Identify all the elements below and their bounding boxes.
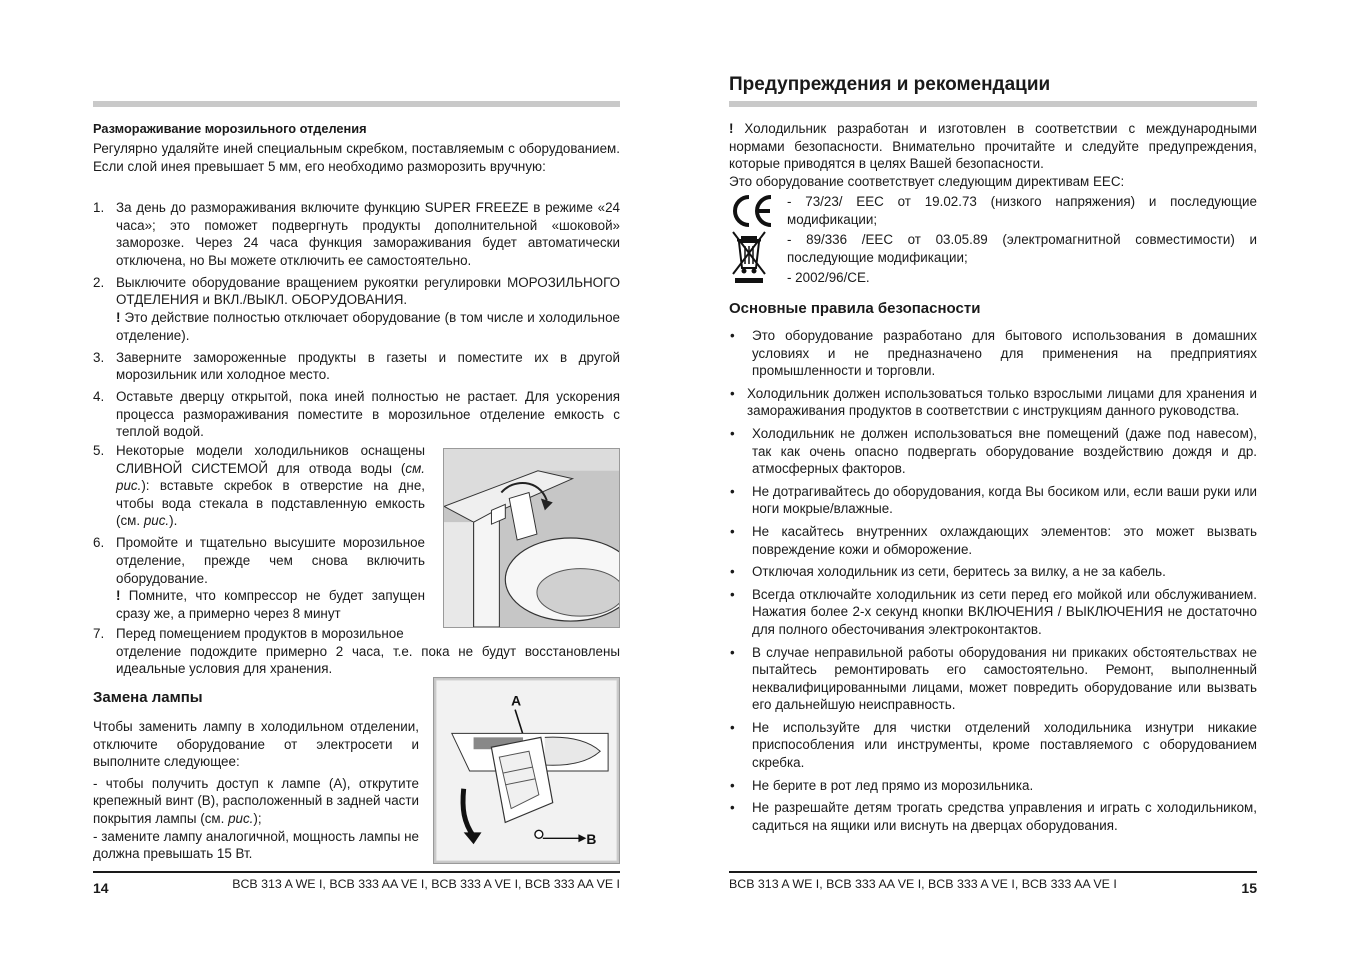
bullet: • <box>730 800 735 816</box>
bullet: • <box>730 523 735 539</box>
step-note: Это действие полностью отключает оборудование (в том числе и холодильное отделение). <box>116 309 620 343</box>
step-number: 7. <box>93 626 105 641</box>
safety-rule-text: Отключая холодильник из сети, беритесь за вилку, а не за кабель. <box>752 564 1166 580</box>
safety-rule-text: Это оборудование разработано для бытового использования в домашних условиях и не предназначено для применения на предприятиях промышленности и торговли. <box>752 328 1257 379</box>
step-1 <box>93 199 620 269</box>
step-note: Помните, что компрессор не будет запущен сразу же, а примерно через 8 минут <box>116 588 425 621</box>
safety-rule <box>729 799 1257 834</box>
footer-rule <box>93 871 620 873</box>
footer-rule <box>729 871 1257 873</box>
drain-figure-svg <box>444 449 619 627</box>
step-4 <box>93 388 620 441</box>
warning-body: Холодильник разработан и изготовлен в соответствии с международными нормами безопасности. Внимательно прочитайте и следуйте предупреждения, которые приводятся в целях Вашей безопасности. <box>729 121 1257 172</box>
bullet: • <box>730 483 735 499</box>
defrost-steps <box>93 199 620 445</box>
crossed-bin-icon <box>729 230 769 284</box>
safety-rule <box>729 327 1257 380</box>
directive-item: - 73/23/ EEC от 19.02.73 (низкого напряжения) и последующие модификации; <box>787 194 1257 227</box>
safety-rule-text: Не используйте для чистки отделений холодильника изнутри никакие приспособления или инструменты, кроме поставляемого с оборудованием скребка. <box>752 719 1257 771</box>
step-number: 5. <box>93 443 105 458</box>
safety-rule <box>729 777 1257 795</box>
step-number: 2. <box>93 274 105 290</box>
step-3 <box>93 349 620 384</box>
lamp-replacement-illustration <box>433 677 620 864</box>
note-mark: ! <box>116 588 121 604</box>
directive-item: - 89/336 /EEC от 03.05.89 (электромагнитной совместимости) и последующие модификации; <box>787 232 1257 265</box>
safety-rule <box>729 719 1257 772</box>
safety-heading: Основные правила безопасности <box>729 300 981 317</box>
bullet: • <box>730 328 735 343</box>
figure-ref: рис. <box>228 810 254 826</box>
step-text-line1: Перед помещением продуктов в морозильное <box>116 626 404 641</box>
lamp-paragraph-1: Чтобы заменить лампу в холодильном отделении, отключите оборудование от электросети и выполните следующее: <box>93 719 419 770</box>
warning-text <box>729 120 1257 190</box>
safety-rule-text: Не касайтесь внутренних охлаждающих элементов: это может вызвать повреждение кожи и обморожение. <box>752 523 1257 557</box>
label-a: A <box>511 692 522 709</box>
defrost-intro: Регулярно удаляйте иней специальным скребком, поставляемым с оборудованием. Если слой инея превышает 5 мм, его необходимо разморозить вручную: <box>93 141 620 174</box>
bullet: • <box>730 719 735 735</box>
bin-svg <box>729 230 769 284</box>
directive-item: - 2002/96/CE. <box>787 270 870 286</box>
safety-rule <box>729 523 1257 558</box>
lamp-paragraph-2-text: - чтобы получить доступ к лампе (A), открутите крепежный винт (B), расположенный в задней части покрытия лампы (см. <box>93 775 419 826</box>
drain-system-illustration <box>443 448 620 628</box>
ce-mark-icon <box>729 193 775 229</box>
left-page <box>93 0 620 954</box>
step-number: 4. <box>93 389 105 405</box>
directives-list <box>787 193 1257 287</box>
page-number: 15 <box>1241 880 1257 896</box>
safety-rules-list <box>729 327 1257 839</box>
step-text: Промойте и тщательно высушите морозильное отделение, прежде чем снова включить оборудование. <box>116 535 425 586</box>
safety-rule-text: В случае неправильной работы оборудования ни прикаких обстоятельствах не пытайтесь ремонтировать его самостоятельно. Ремонт, выполненный неквалифицированными лицами, может повредить оборудование или вызвать его дальнейшую неисправность. <box>752 644 1257 713</box>
safety-rule-text: Холодильник не должен использоваться вне помещений (даже под навесом), так как очень опасно подвергать оборудование воздействию дождя и др. атмосферных факторов. <box>752 425 1257 477</box>
step-text: За день до размораживания включите функцию SUPER FREEZE в режиме «24 часа»; это поможет подвергнуть продукты дополнительной «шоковой» заморозке. Через 24 часа функция замораживания будет автоматически отключена, но Вы можете отключить ее самостоятельно. <box>116 200 620 268</box>
ce-svg <box>729 193 775 229</box>
safety-rule <box>729 563 1257 581</box>
safety-rule-text: Холодильник должен использоваться только взрослыми лицами для хранения и замораживания продуктов в соответствии с инструкциям данного руководства. <box>747 385 1257 419</box>
note-mark: ! <box>116 309 121 325</box>
safety-rule-text: Не берите в рот лед прямо из морозильника. <box>752 777 1034 793</box>
step-number: 1. <box>93 200 105 215</box>
bullet: • <box>730 385 735 401</box>
page-title: Предупреждения и рекомендации <box>729 74 1051 95</box>
model-list: BCB 313 A WE I, BCB 333 AA VE I, BCB 333 A VE I, BCB 333 AA VE I <box>232 877 620 891</box>
bullet: • <box>730 586 735 602</box>
lamp-text <box>93 718 419 863</box>
safety-rule <box>729 483 1257 518</box>
safety-rule <box>729 586 1257 639</box>
figure-ref: рис. <box>143 513 170 529</box>
step-7 <box>93 625 620 678</box>
lamp-heading: Замена лампы <box>93 689 203 706</box>
step-2 <box>93 274 620 344</box>
warning-mark: ! <box>729 121 734 136</box>
lamp-paragraph-3: - замените лампу аналогичной, мощность лампы не должна превышать 15 Вт. <box>93 828 419 862</box>
safety-rule <box>729 385 1257 420</box>
safety-rule-text: Всегда отключайте холодильник из сети перед его мойкой или обслуживанием. Нажатия более 2-х секунд кнопки ВКЛЮЧЕНИЯ / ВЫКЛЮЧЕНИЯ не достаточно для полного обесточивания электроконтактов. <box>752 586 1257 637</box>
lamp-paragraph-2-end: ); <box>253 810 262 826</box>
label-b: B <box>586 831 597 848</box>
lamp-paragraph-2 <box>93 775 419 828</box>
step-text: Заверните замороженные продукты в газеты и поместите их в другой морозильник или холодное место. <box>116 349 620 383</box>
safety-rule <box>729 425 1257 478</box>
bullet: • <box>730 425 735 441</box>
bullet: • <box>730 564 735 580</box>
figure-ref: см. рис. <box>116 460 425 494</box>
step-text-a: Некоторые модели холодильников оснащены СЛИВНОЙ СИСТЕМОЙ для отвода воды ( <box>116 443 425 476</box>
right-page <box>729 0 1257 954</box>
page-number: 14 <box>93 880 109 896</box>
directives-intro: Это оборудование соответствует следующим директивам EEC: <box>729 173 1125 189</box>
step-text-b: ): вставьте скребок в отверстие на дне, чтобы вода стекала в подставленную емкость (см. <box>116 478 425 529</box>
bullet: • <box>730 777 735 793</box>
step-5 <box>93 442 425 530</box>
step-number: 6. <box>93 535 105 551</box>
step-text: Оставьте дверцу открытой, пока иней полностью не растает. Для ускорения процесса размораживания поместите в морозильное отделение емкость с теплой водой. <box>116 389 620 440</box>
header-rule <box>93 101 620 107</box>
safety-rule <box>729 644 1257 714</box>
step-number: 3. <box>93 349 105 365</box>
safety-rule-text: Не дотрагивайтесь до оборудования, когда Вы босиком или, если ваши руки или ноги мокрые/влажные. <box>752 483 1257 517</box>
step-6 <box>93 534 425 622</box>
header-rule <box>729 101 1257 107</box>
defrost-steps-narrow <box>93 442 425 627</box>
step-text-rest: отделение подождите примерно 2 часа, т.е. пока не будут восстановлены идеальные условия для хранения. <box>116 643 620 677</box>
lamp-figure-svg <box>434 678 619 863</box>
safety-rule-text: Не разрешайте детям трогать средства управления и играть с холодильником, садиться на ящики или виснуть на дверцах оборудования. <box>752 800 1257 833</box>
bullet: • <box>730 644 735 660</box>
step-text: Выключите оборудование вращением рукоятки регулировки МОРОЗИЛЬНОГО ОТДЕЛЕНИЯ и ВКЛ./ВЫКЛ. ОБОРУДОВАНИЯ. <box>116 274 620 308</box>
model-list: BCB 313 A WE I, BCB 333 AA VE I, BCB 333 A VE I, BCB 333 AA VE I <box>729 877 1117 891</box>
step-text-c: ). <box>169 513 178 529</box>
defrost-heading: Размораживание морозильного отделения <box>93 121 367 136</box>
